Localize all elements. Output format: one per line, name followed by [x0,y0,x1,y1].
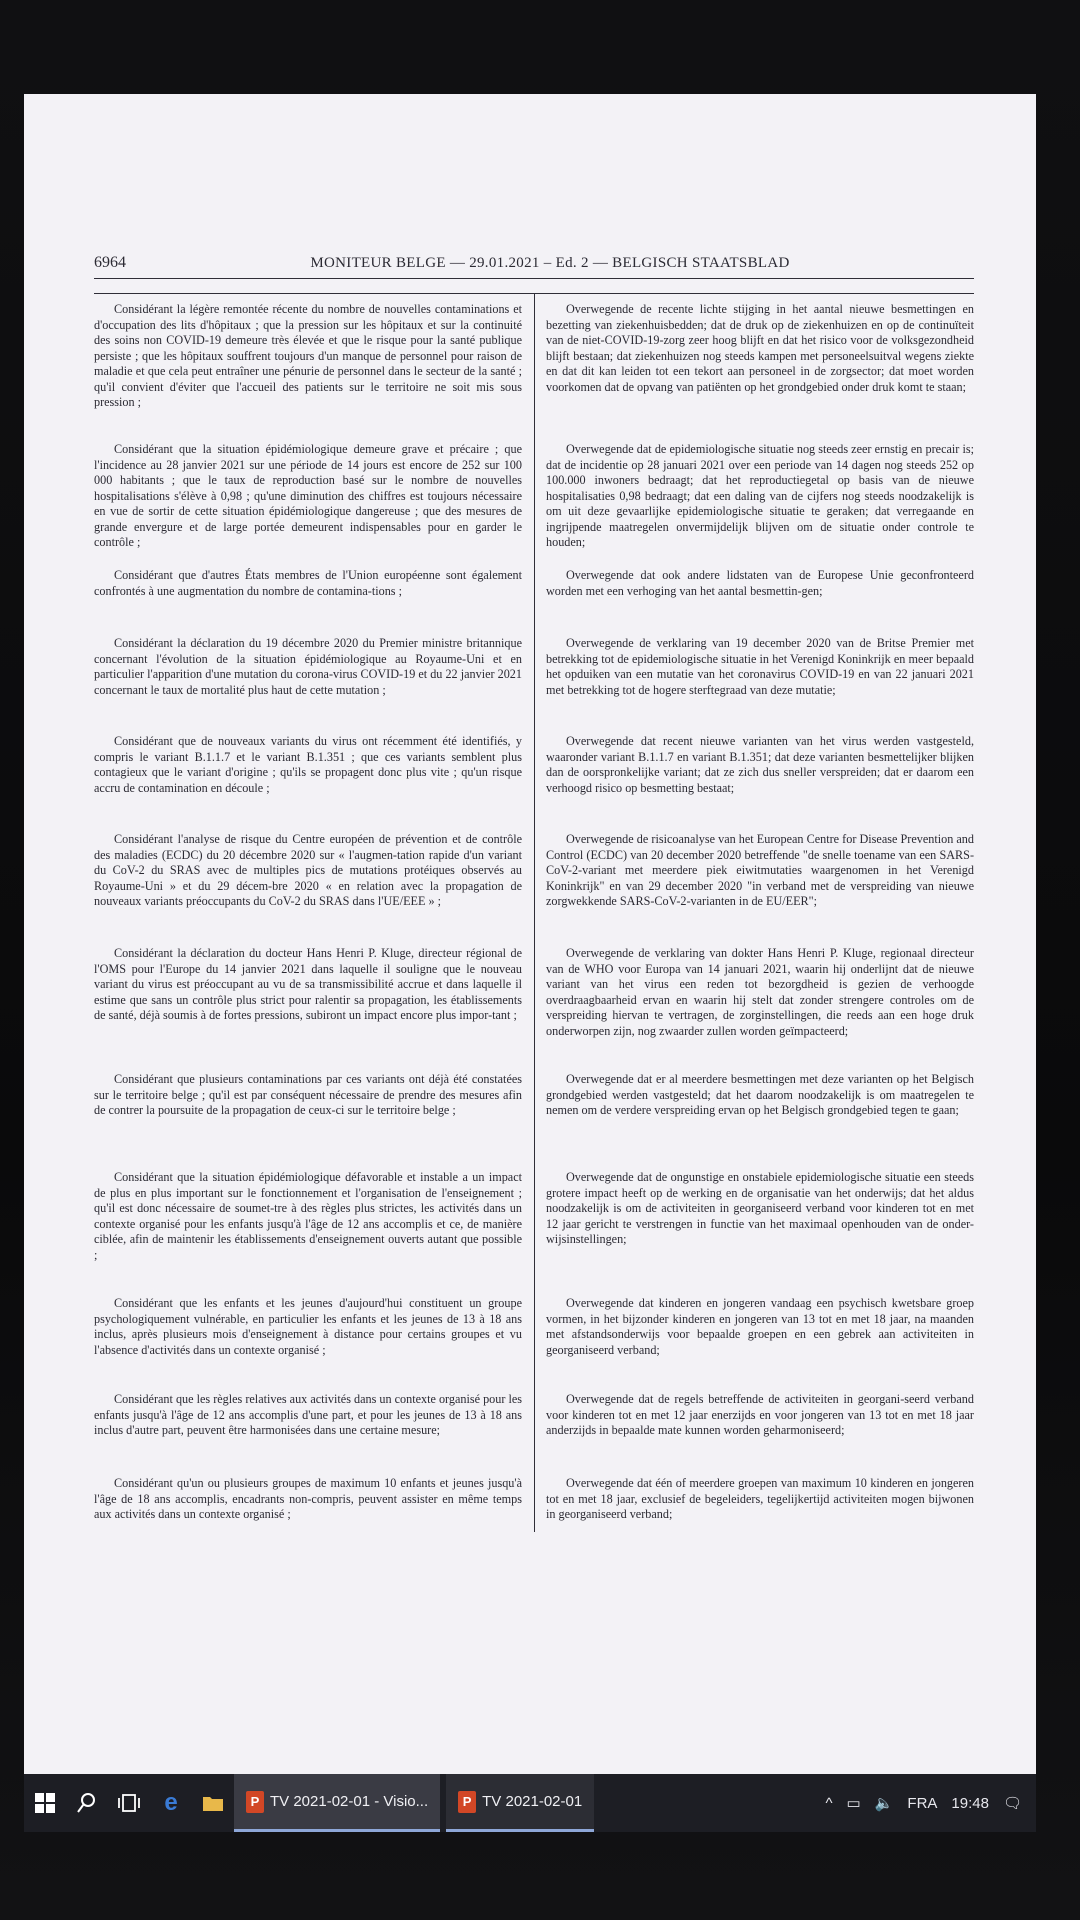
search-icon[interactable] [66,1774,108,1832]
paragraph-nl: Overwegende dat de epidemiologische situatie nog steeds zeer ernstig en precair is; dat de incidentie op 28 januari 2021 over een periode van 14 dagen nog steeds 252 op 100.000 inwoners bedraagt; dat het reproductiegetal op basis van de nieuwe hospitalisaties 0,98 bedraagt; dat een daling van de cijfers nog steeds noodzakelijk is om uit deze gevaarlijke epidemiologische situatie te geraken; dat verregaande en ingrijpende maatregelen onvermijdelijk blijven om de situatie onder controle te houden; [546,442,974,549]
running-head [94,254,974,279]
paragraph-fr: Considérant que d'autres États membres de l'Union européenne sont également confrontés à une augmentation du nombre de contamina-tions ; [94,568,522,598]
page-number: 6964 [94,254,126,271]
windows-start-icon[interactable] [24,1774,66,1832]
chevron-up-icon[interactable]: ^ [825,1794,833,1812]
taskbar [24,1774,1036,1832]
taskbar-app-tv[interactable] [446,1774,594,1832]
paragraph-nl: Overwegende dat er al meerdere besmettingen met deze varianten op het Belgisch grondgebied werden vastgesteld; dat het daarom noodzakelijk is om maatregelen te nemen om de verdere verspreiding ervan op het Belgisch grondgebied tegen te gaan; [546,1072,974,1117]
paragraph-fr: Considérant la déclaration du docteur Hans Henri P. Kluge, directeur régional de l'OMS pour l'Europe du 14 janvier 2021 dans laquelle il souligne que le nouveau variant du virus est préoccupant au vu de sa transmissibilité accrue et dans laquelle il estime que sans un contrôle plus strict pour ralentir sa propagation, les établissements de santé, déjà soumis à de fortes pressions, subiront un impact encore plus impor-tant ; [94,946,522,1022]
paragraph-fr: Considérant qu'un ou plusieurs groupes de maximum 10 enfants et jeunes jusqu'à l'âge de 18 ans accomplis, encadrants non-compris, peuvent assister en même temps aux activités dans un contexte organisé ; [94,1476,522,1521]
taskbar-app-label: TV 2021-02-01 [482,1793,583,1810]
paragraph-fr: Considérant que la situation épidémiologique défavorable et instable a un impact de plus en plus important sur le fonctionnement et l'organisation de l'enseignement ; qu'il est donc nécessaire de soumet-tre à des règles plus strictes, les activités dans un contexte organisé pour les enfants jusqu'à l'âge de 12 ans accomplis et ce, de manière ciblée, afin de maintenir les établissements d'enseignement ouverts autant que possible ; [94,1170,522,1262]
paragraph-fr: Considérant que plusieurs contaminations par ces variants ont déjà été constatées sur le territoire belge ; qu'il est par conséquent nécessaire de prendre des mesures afin de contrer la poursuite de la propagation de ceux-ci sur le territoire belge ; [94,1072,522,1117]
powerpoint-icon: P [246,1791,264,1813]
network-icon[interactable]: ▭ [846,1795,861,1812]
taskbar-app-label: TV 2021-02-01 - Visio... [270,1793,429,1810]
paragraph-nl: Overwegende de risicoanalyse van het European Centre for Disease Prevention and Control (ECDC) van 20 december 2020 betreffende "de snelle toename van een SARS-CoV-2-variant met meerdere piek eiwitmutaties waargenomen in het Verenigd Koninkrijk" en van 29 december 2020 "in verband met de verspreiding van nieuwe zorgwekkende SARS-CoV-2-varianten in de EU/EER"; [546,832,974,908]
document-page [94,254,974,1532]
paragraph-nl: Overwegende dat de regels betreffende de activiteiten in georgani-seerd verband voor kinderen tot en met 12 jaar enerzijds en voor jongeren van 13 tot en met 18 jaar anderzijds in bepaalde mate kunnen worden geharmoniseerd; [546,1392,974,1437]
paragraph-nl: Overwegende dat ook andere lidstaten van de Europese Unie geconfronteerd worden met een verhoging van het aantal besmettin-gen; [546,568,974,598]
clock[interactable]: 19:48 [951,1794,989,1812]
paragraph-fr: Considérant que les enfants et les jeunes d'aujourd'hui constituent un groupe psychologiquement vulnérable, en particulier les enfants et les jeunes de 13 à 18 ans inclus, après plusieurs mois d'enseignement à distance pour certains groupes et vu l'absence d'activités dans un contexte organisé ; [94,1296,522,1357]
volume-icon[interactable]: 🔈 [874,1795,894,1812]
edge-browser-icon[interactable]: e [164,1789,178,1816]
paragraph-fr: Considérant la déclaration du 19 décembre 2020 du Premier ministre britannique concernant l'évolution de la situation épidémiologique au Royaume-Uni et en particulier l'apparition d'une mutation du corona-virus COVID-19 et du 22 janvier 2021 concernant le taux de mortalité plus haut de cette mutation ; [94,636,522,697]
paragraph-nl: Overwegende de verklaring van dokter Hans Henri P. Kluge, regionaal directeur van de WHO voor Europa van 14 januari 2021, waarin hij onderlijnt dat de nieuwe variant van het virus een reden tot bezorgdheid is gezien de verhoogde overdraagbaarheid ervan en waarin hij stelt dat zonder strengere controles om de verspreiding hiervan te vertragen, de zorginstellingen, die reeds aan een hoge druk onderworpen zijn, nog zwaarder zullen worden geïmpacteerd; [546,946,974,1038]
language-indicator[interactable]: FRA [907,1794,938,1812]
file-explorer-icon[interactable] [192,1774,234,1832]
paragraph-nl: Overwegende dat recent nieuwe varianten van het virus werden vastgesteld, waaronder variant B.1.1.7 en variant B.1.351; dat deze varianten besmettelijker blijken dan de oorspronkelijke variant; dat ze zich dus sneller verspreiden; dat er daarom een verhoogd risico op besmetting bestaat; [546,734,974,795]
french-column [94,294,534,1532]
paragraph-nl: Overwegende de recente lichte stijging in het aantal nieuwe besmettingen en bezetting van ziekenhuisbedden; dat de druk op de ziekenhuizen en op de continuïteit van de niet-COVID-19-zorg zeer hoog blijft en dat het risico voor de volksgezondheid blijft bestaan; dat ziekenhuizen nog steeds kampen met personeelsuitval wegens ziekte en dat dit kan leiden tot een tekort aan personeel in de zorgsector; dat moet worden voorkomen dat de opvang van patiënten op het grondgebied onder druk komt te staan; [546,302,974,394]
powerpoint-icon: P [458,1791,476,1813]
notifications-icon[interactable]: 🗨 [1002,1795,1022,1812]
column-divider [534,294,535,1532]
two-column-body [94,293,974,1532]
paragraph-fr: Considérant que la situation épidémiologique demeure grave et précaire ; que l'incidence au 28 janvier 2021 sur une période de 14 jours est encore de 252 sur 100 000 habitants ; que le taux de reproduction basé sur le nombre de nouvelles hospitalisations s'élève à 0,98 ; qu'une diminution des chiffres est toujours nécessaire en vue de sortir de cette situation épidémiologique dangereuse ; que des mesures de grande envergure et de large portée demeurent indispensables pour en garder le contrôle ; [94,442,522,549]
system-tray [818,1794,1036,1812]
taskbar-app-visio[interactable] [234,1774,440,1832]
dutch-column [534,294,974,1532]
paragraph-fr: Considérant que les règles relatives aux activités dans un contexte organisé pour les enfants jusqu'à l'âge de 12 ans accomplis d'une part, et pour les jeunes de 13 à 18 ans inclus d'autre part, peuvent être harmonisées dans une certaine mesure; [94,1392,522,1437]
paragraph-nl: Overwegende dat de ongunstige en onstabiele epidemiologische situatie een steeds grotere impact heeft op de werking en de organisatie van het onderwijs; dat het aldus noodzakelijk is om de activiteiten in georganiseerd verband voor kinderen tot en met 12 jaar gericht te verstrengen in functie van het maximaal openhouden van de onder-wijsinstellingen; [546,1170,974,1246]
task-view-icon[interactable] [108,1774,150,1832]
paragraph-nl: Overwegende dat één of meerdere groepen van maximum 10 kinderen en jongeren tot en met 18 jaar, exclusief de begeleiders, tegelijkertijd activiteiten mogen bijwonen in georganiseerd verband; [546,1476,974,1521]
paragraph-fr: Considérant l'analyse de risque du Centre européen de prévention et de contrôle des maladies (ECDC) du 20 décembre 2020 sur « l'augmen-tation rapide d'un variant du CoV-2 du SRAS avec de multiples pics de mutations protéiques observés au Royaume-Uni » et du 29 décem-bre 2020 « en relation avec la propagation de nouveaux variants préoccupants du CoV-2 du SRAS dans l'UE/EEE » ; [94,832,522,908]
running-title: MONITEUR BELGE — 29.01.2021 – Ed. 2 — BELGISCH STAATSBLAD [310,255,790,271]
screen [24,94,1036,1774]
paragraph-nl: Overwegende de verklaring van 19 december 2020 van de Britse Premier met betrekking tot de epidemiologische situatie in het Verenigd Koninkrijk en meer bepaald het opduiken van een mutatie van het coronavirus COVID-19 en van 22 januari 2021 met betrekking tot de hogere sterftegraad van deze mutatie; [546,636,974,697]
paragraph-fr: Considérant que de nouveaux variants du virus ont récemment été identifiés, y compris le variant B.1.1.7 et le variant B.1.351 ; que ces variants semblent plus contagieux que le variant d'origine ; qu'ils se propagent donc plus vite ; qu'un risque accru de contamination en découle ; [94,734,522,795]
paragraph-fr: Considérant la légère remontée récente du nombre de nouvelles contaminations et d'occupation des lits d'hôpitaux ; que la pression sur les hôpitaux et sur la continuité des soins non COVID-19 demeure très élevée et que le risque pour la santé publique persiste ; que les hôpitaux souffrent toujours d'un manque de personnel pour raison de maladie et que cela peut entraîner une pénurie de personnel dans le secteur de la santé ; qu'il convient d'éviter que l'accueil des patients sur le territoire ne soit mis sous pression ; [94,302,522,409]
paragraph-nl: Overwegende dat kinderen en jongeren vandaag een psychisch kwetsbare groep vormen, in het bijzonder kinderen en jongeren van 13 tot en met 18 jaar, na maanden met afstandsonderwijs voor bepaalde groepen en een gebrek aan activiteiten in georganiseerd verband; [546,1296,974,1357]
